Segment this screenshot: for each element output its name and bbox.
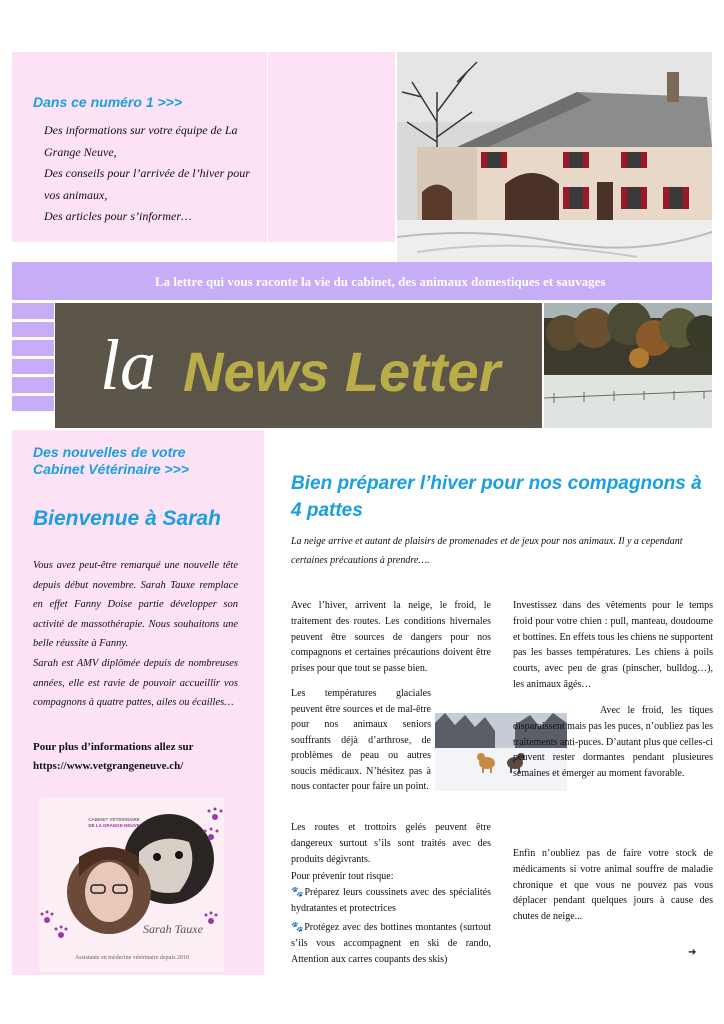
toc-heading: Dans ce numéro 1 >>> [33, 94, 183, 110]
article-col2-p1: Investissez dans des vêtements pour le temps froid pour votre chien : pull, manteau, doudoume et bottines. En effets tous les chiens ne supportent pas les basses températures. Les chiens à poils courts, avec peu de gras (pinscher, bulldog…), les animaux âgés… [513, 600, 713, 690]
paw-icon: 🐾 [291, 887, 305, 898]
toc-item: Des articles pour s’informer… [44, 209, 192, 223]
farmhouse-photo [397, 52, 712, 262]
logo-line-1: CABINET VÉTÉRINAIRE [88, 817, 140, 822]
sidebar-paragraph-2: Sarah est AMV diplômée depuis de nombreuses années, elle est ravie de pouvoir accueillir vos compagnons à quatre pattes, ailes ou écailles… [33, 658, 238, 708]
bullet-text: Protégez avec des bottines montantes (surtout s’ils vous accompagnent en ski de rando, Attention aux carres coupants des skis) [291, 922, 492, 965]
article-title: Bien préparer l’hiver pour nos compagnons à 4 pattes [291, 473, 702, 521]
toc-item: Des informations sur votre équipe de La Grange Neuve, [44, 123, 238, 159]
tagline: La lettre qui vous raconte la vie du cabinet, des animaux domestiques et sauvages [155, 274, 606, 289]
bullet-item [291, 885, 491, 917]
masthead-title: News Letter [183, 340, 501, 403]
article-col1-p4: Pour prévenir tout risque: [291, 871, 394, 882]
article-col1-p1: Avec l’hiver, arrivent la neige, le froid, le traitement des routes. Les conditions hivernales peuvent être sources de dangers pour nos compagnons et certaines précautions doivent être prises pour que tout se passe bien. [291, 600, 491, 675]
sidebar-paragraph-1: Vous avez peut-être remarqué une nouvelle tête depuis début novembre. Sarah Tauxe remplace en effet Fanny Doise partie développer son activité de massothérapie. Nous souhaitons une belle réussite à Fanny. [33, 560, 238, 649]
next-page-arrow[interactable]: ➔ [688, 947, 697, 958]
masthead-la: la [100, 325, 157, 405]
website-link[interactable]: https://www.vetgrangeneuve.ch/ [33, 760, 184, 772]
toc-list [44, 120, 259, 228]
welcome-title: Bienvenue à Sarah [33, 507, 221, 530]
article-col2-p3: Enfin n’oubliez pas de faire votre stock de médicaments si votre animal souffre de maladie chronique et que vous ne pouvez pas vous déplacer pendant quelques jours à cause des chutes de neige... [513, 848, 713, 923]
toc-panel-right [268, 52, 395, 242]
article-col1-p2: Les températures glaciales peuvent être sources et de mal-être pour nos animaux seniors souffrants déjà d’arthrose, de problèmes de peau ou autres soucis médicaux. N’hésitez pas à nous contacter pour faire un point. [291, 688, 431, 792]
sidebar-heading: Des nouvelles de votre Cabinet Vétérinaire >>> [33, 444, 190, 477]
article-col2-p2: Avec le froid, les tiques disparaissent mais pas les puces, n’oubliez pas les traitements anti-puces. D’autant plus que celles-ci peuvent rester dormantes pendant plusieures semaines et émerger au moment favorable. [513, 705, 713, 780]
paw-icon: 🐾 [291, 922, 305, 933]
clinic-logo [79, 817, 149, 829]
staff-card [39, 797, 224, 972]
bullet-item [291, 920, 491, 967]
article-lead: La neige arrive et autant de plaisirs de promenades et de jeux pour nos animaux. Il y a cependant certaines précautions à prendre…. [291, 536, 683, 566]
staff-caption: Assistante en médecine vétérinaire depuis 2010 [74, 955, 190, 961]
logo-line-2: DE LA GRANGE-NEUVE [88, 823, 140, 828]
more-info-label: Pour plus d’informations allez sur [33, 741, 194, 753]
bullet-text: Préparez leurs coussinets avec des spécialités hydratantes et protectrices [291, 887, 492, 914]
winter-landscape-photo [544, 303, 712, 428]
toc-item: Des conseils pour l’arrivée de l’hiver pour vos animaux, [44, 166, 250, 202]
decorative-stripes [12, 303, 54, 428]
staff-signature: Sarah Tauxe [143, 922, 203, 936]
article-col1-p3: Les routes et trottoirs gelés peuvent être dangereux surtout s’ils sont traités avec des produits dégivrants. [291, 822, 491, 865]
